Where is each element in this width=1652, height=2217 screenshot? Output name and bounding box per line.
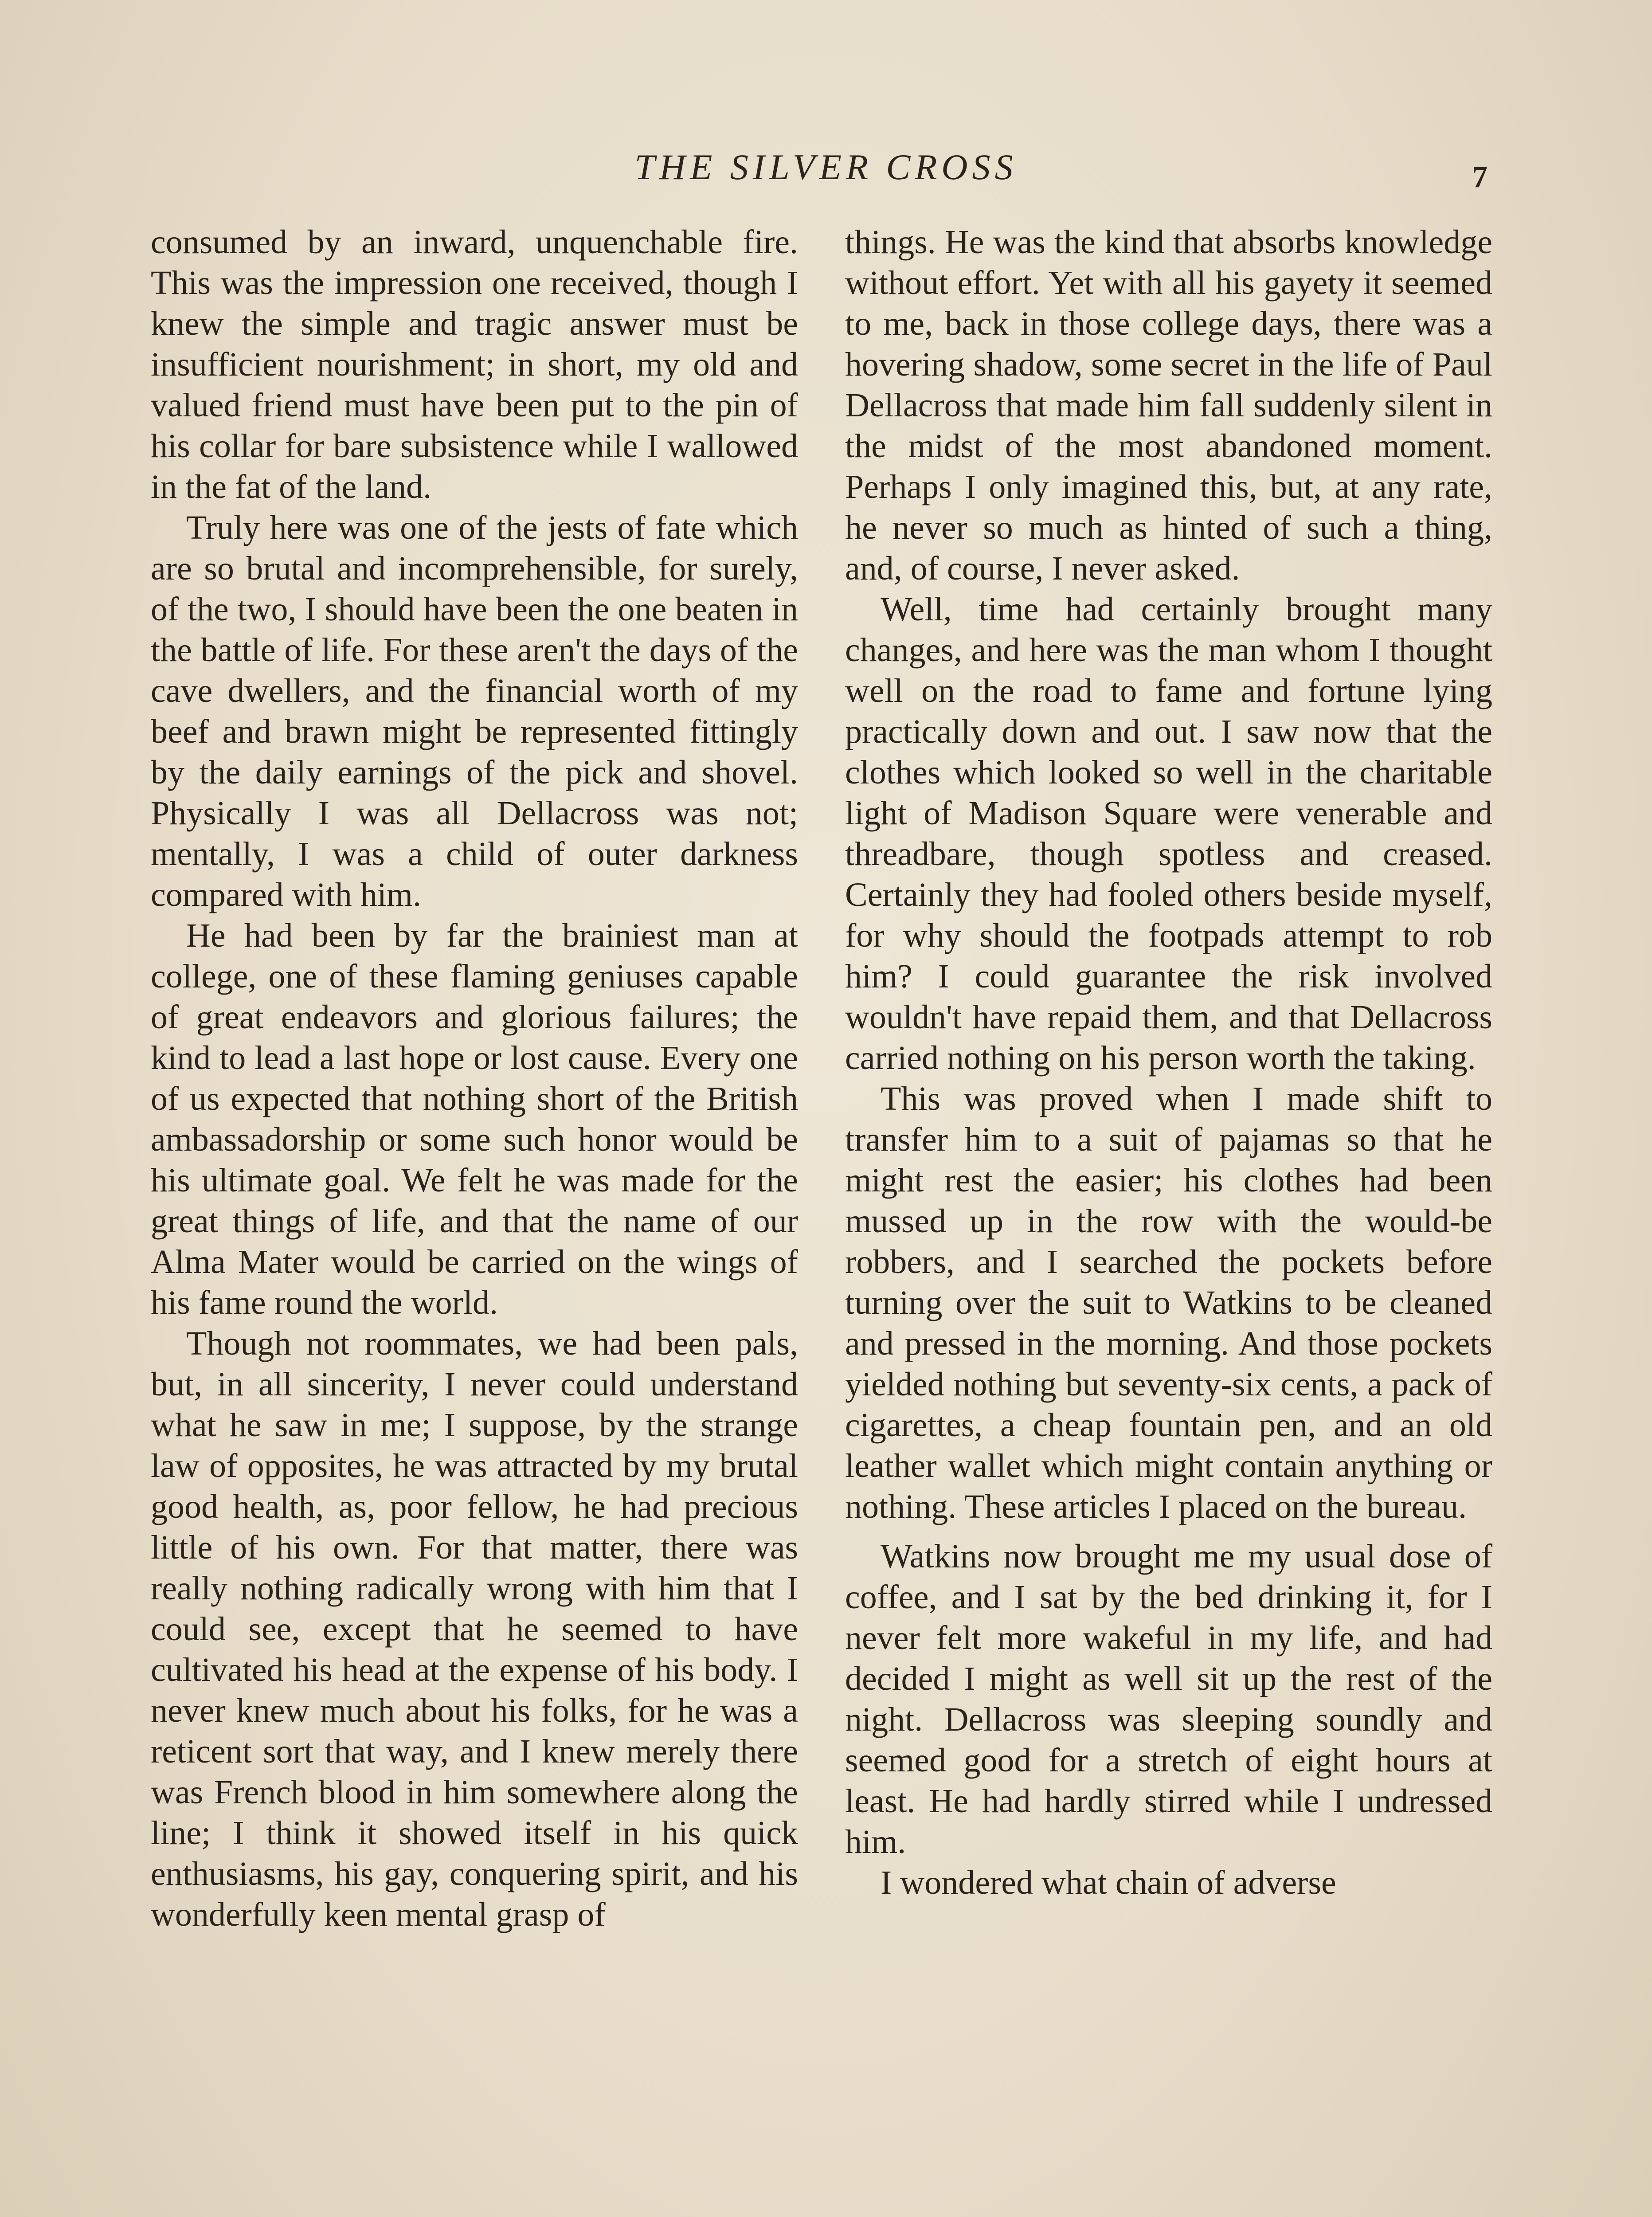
running-title: THE SILVER CROSS [634,147,1018,187]
paragraph: I wondered what chain of adverse [881,1864,1336,1901]
paragraph: Well, time had certainly brought many changes, and here was the man whom I thought well on the road to fame and fortune lying practically down and out. I saw now that the clothes which looked so well in the charitable light of Madison Square were venerable and threadbare, though spotless and creased. Certainly they had fooled others beside myself, for why should the footpads attempt to rob him? I could guarantee the risk involved wouldn't have repaid them, and that Dellacross carried nothing on his person worth the taking. [845,591,1492,1077]
paragraph: This was proved when I made shift to transfer him to a suit of pajamas so that he might rest the easier; his clothes had been mussed up in the row with the would-be robbers, and I searched the pockets before turning over the suit to Watkins to be cleaned and pressed in the morning. And those pockets yielded nothing but seventy-six cents, a pack of cigarettes, a cheap fountain pen, and an old leather wallet which might contain anything or nothing. These articles I placed on the bureau. [845,1080,1492,1525]
paragraph: things. He was the kind that absorbs knowledge without effort. Yet with all his gayety it seemed to me, back in those college days, there was a hovering shadow, some secret in the life of Paul Dellacross that made him fall suddenly silent in the midst of the most abandoned moment. Perhaps I only imagined this, but, at any rate, he never so much as hinted of such a thing, and, of course, I never asked. [845,223,1492,587]
paragraph: Truly here was one of the jests of fate which are so brutal and incomprehensible, for surely, of the two, I should have been the one beaten in the battle of life. For these aren't the days of the cave dwellers, and the financial worth of my beef and brawn might be represented fittingly by the daily earnings of the pick and shovel. Physically I was all Dellacross was not; mentally, I was a child of outer darkness compared with him. [151,509,798,913]
paragraph: Though not roommates, we had been pals, but, in all sincerity, I never could understand what he saw in me; I suppose, by the strange law of opposites, he was attracted by my brutal good health, as, poor fellow, he had precious little of his own. For that matter, there was really nothing radically wrong with him that I could see, except that he seemed to have cultivated his head at the expense of his body. I never knew much about his folks, for he was a reticent sort that way, and I knew merely there was French blood in him somewhere along the line; I think it showed itself in his quick enthusiasms, his gay, conquering spirit, and his wonderfully keen mental grasp of [151,1325,798,1933]
left-column [151,222,798,2217]
page-number: 7 [1472,160,1488,194]
paragraph: consumed by an inward, unquenchable fire. This was the impression one received, though I knew the simple and tragic answer must be insufficient nourishment; in short, my old and valued friend must have been put to the pin of his collar for bare subsistence while I wallowed in the fat of the land. [151,223,798,505]
paragraph: He had been by far the brainiest man at college, one of these flaming geniuses capable of great endeavors and glorious failures; the kind to lead a last hope or lost cause. Every one of us expected that nothing short of the British ambassadorship or some such honor would be his ultimate goal. We felt he was made for the great things of life, and that the name of our Alma Mater would be carried on the wings of his fame round the world. [151,917,798,1321]
paragraph: Watkins now brought me my usual dose of coffee, and I sat by the bed drinking it, for I never felt more wakeful in my life, and had decided I might as well sit up the rest of the night. Dellacross was sleeping soundly and seemed good for a stretch of eight hours at least. He had hardly stirred while I undressed him. [845,1538,1492,1861]
right-column [845,222,1492,2217]
